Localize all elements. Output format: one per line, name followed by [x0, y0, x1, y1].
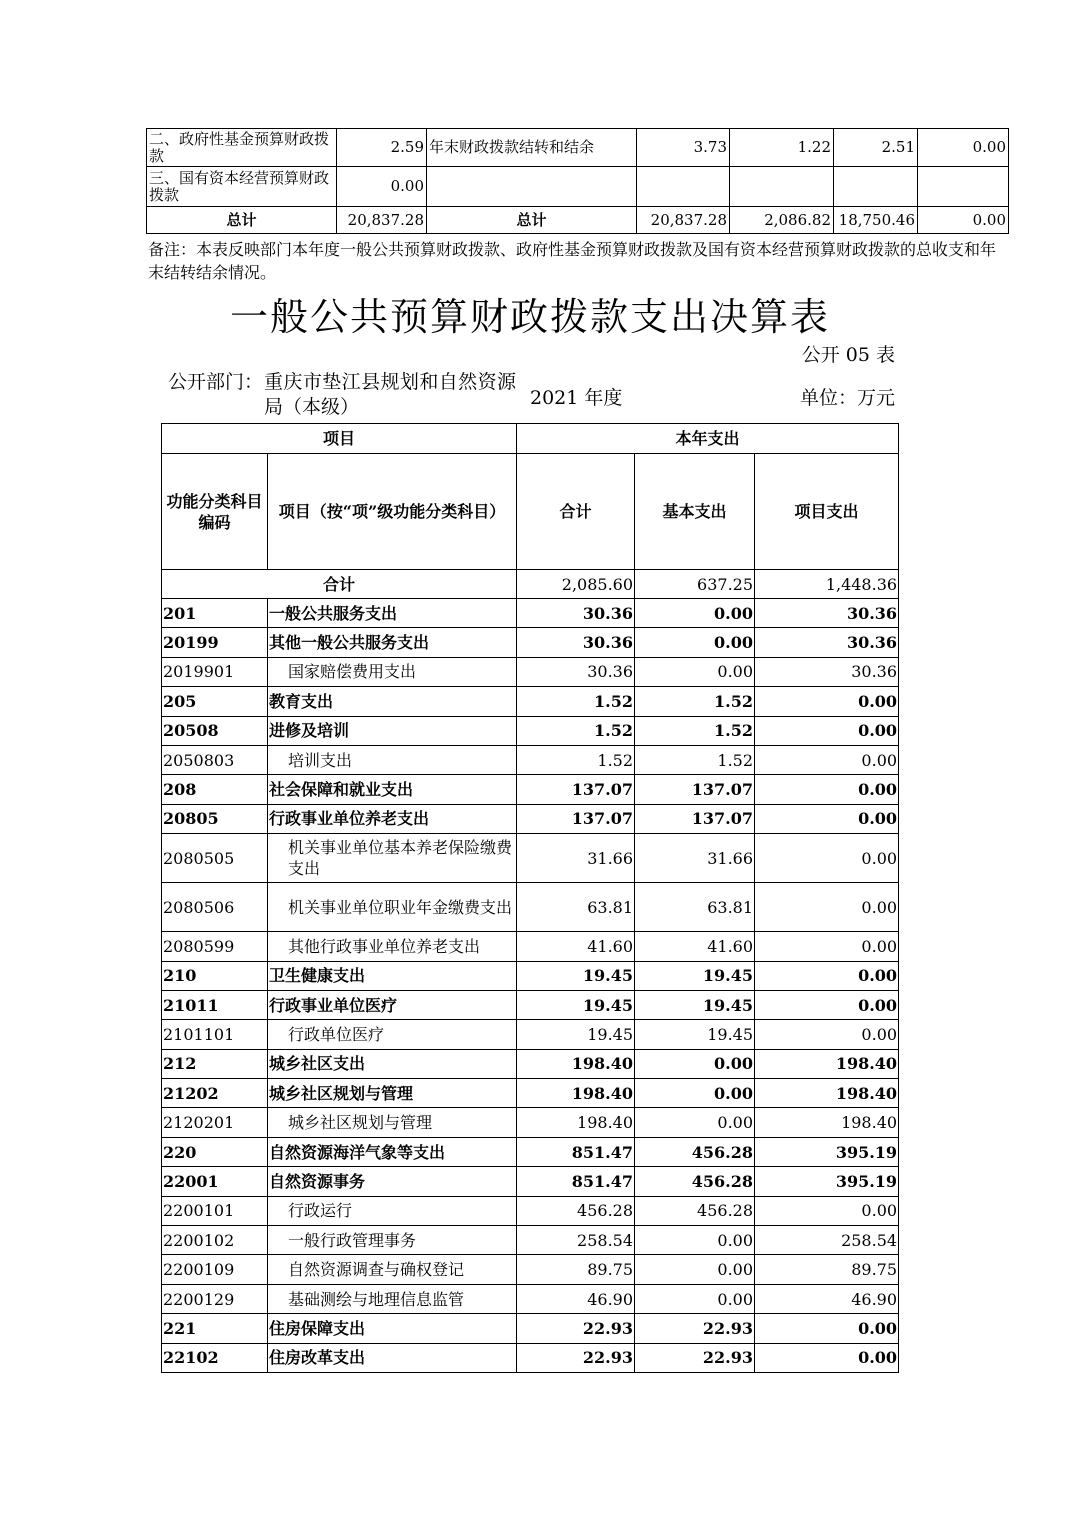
table-row [147, 129, 1009, 167]
category-name: 机关事业单位基本养老保险缴费支出 [268, 834, 517, 883]
amount-basic: 1.52 [635, 716, 755, 745]
income-expense-summary-table [146, 128, 1009, 234]
value-cell: 0.00 [918, 129, 1009, 167]
category-name: 住房改革支出 [268, 1343, 517, 1372]
category-name: 国家赔偿费用支出 [268, 657, 517, 686]
expenditure-table [161, 423, 899, 1373]
amount-basic: 0.00 [635, 1284, 755, 1313]
unit-label: 单位：万元 [799, 387, 895, 409]
category-name: 行政事业单位养老支出 [268, 804, 517, 833]
category-name: 其他一般公共服务支出 [268, 628, 517, 657]
amount-project: 0.00 [755, 1343, 899, 1372]
amount-total: 198.40 [517, 1079, 635, 1108]
table-row [162, 804, 899, 833]
table-row [162, 1226, 899, 1255]
total-row [147, 207, 1009, 234]
table-row [162, 687, 899, 716]
amount-basic: 0.00 [635, 1079, 755, 1108]
total-label: 总计 [147, 207, 337, 234]
table-row [162, 961, 899, 990]
amount-basic: 63.81 [635, 883, 755, 932]
value-cell: 2.51 [834, 129, 918, 167]
category-code: 21011 [162, 990, 268, 1019]
value-cell: 0.00 [918, 207, 1009, 234]
header-row [162, 424, 899, 454]
header-current-year: 本年支出 [517, 424, 899, 454]
amount-basic: 1.52 [635, 687, 755, 716]
amount-total: 30.36 [517, 628, 635, 657]
amount-basic: 0.00 [635, 599, 755, 628]
amount-project: 0.00 [755, 1020, 899, 1049]
category-name: 进修及培训 [268, 716, 517, 745]
amount-total: 31.66 [517, 834, 635, 883]
category-code: 22001 [162, 1167, 268, 1196]
category-code: 210 [162, 961, 268, 990]
amount-basic: 0.00 [635, 657, 755, 686]
table-row [162, 883, 899, 932]
amount-project: 30.36 [755, 599, 899, 628]
amount-basic: 1.52 [635, 745, 755, 774]
amount-project: 0.00 [755, 775, 899, 804]
category-code: 212 [162, 1049, 268, 1078]
amount-project: 198.40 [755, 1108, 899, 1137]
category-name: 培训支出 [268, 745, 517, 774]
amount-basic: 456.28 [635, 1196, 755, 1225]
amount-total: 1.52 [517, 687, 635, 716]
table-row [162, 775, 899, 804]
table-row [162, 628, 899, 657]
amount-basic: 19.45 [635, 1020, 755, 1049]
category-code: 205 [162, 687, 268, 716]
page-title: 一般公共预算财政拨款支出决算表 [229, 295, 830, 339]
amount-project: 0.00 [755, 883, 899, 932]
amount-basic: 19.45 [635, 990, 755, 1019]
amount-basic: 0.00 [635, 1255, 755, 1284]
table-row [162, 657, 899, 686]
amount-project: 395.19 [755, 1137, 899, 1166]
table-row [162, 1079, 899, 1108]
income-item: 三、国有资本经营预算财政拨款 [147, 167, 337, 207]
amount-total: 137.07 [517, 775, 635, 804]
category-code: 2120201 [162, 1108, 268, 1137]
category-code: 20199 [162, 628, 268, 657]
value-cell: 3.73 [637, 129, 730, 167]
sum-label: 合计 [162, 570, 517, 599]
value-cell: 20,837.28 [637, 207, 730, 234]
amount-basic: 19.45 [635, 961, 755, 990]
table-row [162, 716, 899, 745]
amount-total: 137.07 [517, 804, 635, 833]
category-name: 社会保障和就业支出 [268, 775, 517, 804]
category-name: 一般公共服务支出 [268, 599, 517, 628]
category-name: 机关事业单位职业年金缴费支出 [268, 883, 517, 932]
amount-total: 198.40 [517, 1049, 635, 1078]
header-project: 项目支出 [755, 454, 899, 570]
table-row [162, 1314, 899, 1343]
amount-project: 89.75 [755, 1255, 899, 1284]
table-row [162, 834, 899, 883]
expense-item: 年末财政拨款结转和结余 [427, 129, 637, 167]
amount-total: 46.90 [517, 1284, 635, 1313]
value-cell [834, 167, 918, 207]
sum-row [162, 570, 899, 599]
category-code: 20508 [162, 716, 268, 745]
amount-total: 30.36 [517, 599, 635, 628]
amount-project: 30.36 [755, 628, 899, 657]
amount-basic: 456.28 [635, 1137, 755, 1166]
amount-total: 19.45 [517, 961, 635, 990]
category-name: 住房保障支出 [268, 1314, 517, 1343]
category-name: 城乡社区规划与管理 [268, 1079, 517, 1108]
amount-project: 0.00 [755, 687, 899, 716]
amount-basic: 22.93 [635, 1314, 755, 1343]
category-code: 2019901 [162, 657, 268, 686]
amount-total: 22.93 [517, 1343, 635, 1372]
category-name: 自然资源海洋气象等支出 [268, 1137, 517, 1166]
table-row [147, 167, 1009, 207]
amount-project: 0.00 [755, 804, 899, 833]
category-code: 2200102 [162, 1226, 268, 1255]
total-label: 总计 [427, 207, 637, 234]
category-code: 2200109 [162, 1255, 268, 1284]
category-code: 2080505 [162, 834, 268, 883]
table-row [162, 1284, 899, 1313]
header-total: 合计 [517, 454, 635, 570]
category-name: 教育支出 [268, 687, 517, 716]
amount-total: 19.45 [517, 1020, 635, 1049]
amount-total: 198.40 [517, 1108, 635, 1137]
category-code: 22102 [162, 1343, 268, 1372]
header-name: 项目（按“项”级功能分类科目） [268, 454, 517, 570]
table-row [162, 1196, 899, 1225]
value-cell: 18,750.46 [834, 207, 918, 234]
table-row [162, 990, 899, 1019]
category-code: 221 [162, 1314, 268, 1343]
table-row [162, 1049, 899, 1078]
table-note: 备注：本表反映部门本年度一般公共预算财政拨款、政府性基金预算财政拨款及国有资本经营预算财政拨款的总收支和年末结转结余情况。 [148, 240, 997, 282]
income-amount: 2.59 [337, 129, 427, 167]
header-code: 功能分类科目编码 [162, 454, 268, 570]
header-basic: 基本支出 [635, 454, 755, 570]
amount-total: 41.60 [517, 932, 635, 961]
category-code: 208 [162, 775, 268, 804]
sum-basic: 637.25 [635, 570, 755, 599]
amount-project: 46.90 [755, 1284, 899, 1313]
table-row [162, 1108, 899, 1137]
value-cell [637, 167, 730, 207]
income-amount: 0.00 [337, 167, 427, 207]
amount-total: 19.45 [517, 990, 635, 1019]
table-row [162, 599, 899, 628]
amount-project: 0.00 [755, 834, 899, 883]
amount-project: 0.00 [755, 1314, 899, 1343]
amount-project: 0.00 [755, 716, 899, 745]
amount-basic: 456.28 [635, 1167, 755, 1196]
amount-project: 198.40 [755, 1079, 899, 1108]
category-code: 2050803 [162, 745, 268, 774]
table-row [162, 1167, 899, 1196]
amount-total: 1.52 [517, 716, 635, 745]
amount-total: 456.28 [517, 1196, 635, 1225]
amount-basic: 41.60 [635, 932, 755, 961]
table-number: 公开 05 表 [801, 344, 895, 366]
amount-total: 1.52 [517, 745, 635, 774]
amount-project: 0.00 [755, 745, 899, 774]
amount-basic: 0.00 [635, 1226, 755, 1255]
value-cell: 1.22 [730, 129, 834, 167]
amount-project: 0.00 [755, 990, 899, 1019]
amount-project: 0.00 [755, 1196, 899, 1225]
category-code: 20805 [162, 804, 268, 833]
fiscal-year: 2021 年度 [530, 387, 623, 409]
amount-project: 395.19 [755, 1167, 899, 1196]
income-item: 二、政府性基金预算财政拨款 [147, 129, 337, 167]
table-row [162, 1343, 899, 1372]
category-name: 自然资源调查与确权登记 [268, 1255, 517, 1284]
category-name: 城乡社区规划与管理 [268, 1108, 517, 1137]
amount-total: 851.47 [517, 1137, 635, 1166]
amount-project: 258.54 [755, 1226, 899, 1255]
total-amount: 20,837.28 [337, 207, 427, 234]
amount-total: 30.36 [517, 657, 635, 686]
table-row [162, 932, 899, 961]
category-code: 2200101 [162, 1196, 268, 1225]
sum-project: 1,448.36 [755, 570, 899, 599]
category-name: 其他行政事业单位养老支出 [268, 932, 517, 961]
category-code: 2200129 [162, 1284, 268, 1313]
table-row [162, 1255, 899, 1284]
expense-item [427, 167, 637, 207]
category-name: 卫生健康支出 [268, 961, 517, 990]
table-row [162, 745, 899, 774]
amount-basic: 137.07 [635, 804, 755, 833]
amount-project: 198.40 [755, 1049, 899, 1078]
amount-project: 0.00 [755, 961, 899, 990]
table-row [162, 1137, 899, 1166]
amount-basic: 22.93 [635, 1343, 755, 1372]
amount-basic: 0.00 [635, 1108, 755, 1137]
amount-total: 851.47 [517, 1167, 635, 1196]
category-code: 220 [162, 1137, 268, 1166]
category-code: 2080506 [162, 883, 268, 932]
value-cell [730, 167, 834, 207]
amount-project: 30.36 [755, 657, 899, 686]
category-name: 基础测绘与地理信息监管 [268, 1284, 517, 1313]
table-row [162, 1020, 899, 1049]
category-code: 201 [162, 599, 268, 628]
category-name: 一般行政管理事务 [268, 1226, 517, 1255]
value-cell [918, 167, 1009, 207]
category-name: 自然资源事务 [268, 1167, 517, 1196]
category-code: 2101101 [162, 1020, 268, 1049]
amount-basic: 0.00 [635, 628, 755, 657]
amount-project: 0.00 [755, 932, 899, 961]
amount-basic: 31.66 [635, 834, 755, 883]
amount-basic: 0.00 [635, 1049, 755, 1078]
amount-total: 22.93 [517, 1314, 635, 1343]
amount-total: 63.81 [517, 883, 635, 932]
category-name: 行政运行 [268, 1196, 517, 1225]
value-cell: 2,086.82 [730, 207, 834, 234]
header-item: 项目 [162, 424, 517, 454]
department-label: 公开部门： [168, 371, 264, 393]
category-name: 行政单位医疗 [268, 1020, 517, 1049]
amount-total: 89.75 [517, 1255, 635, 1284]
amount-basic: 137.07 [635, 775, 755, 804]
sum-total: 2,085.60 [517, 570, 635, 599]
department-name: 重庆市垫江县规划和自然资源局（本级） [264, 371, 516, 418]
category-name: 城乡社区支出 [268, 1049, 517, 1078]
amount-total: 258.54 [517, 1226, 635, 1255]
expenditure-rows [162, 599, 899, 1373]
category-name: 行政事业单位医疗 [268, 990, 517, 1019]
category-code: 21202 [162, 1079, 268, 1108]
header-row [162, 454, 899, 570]
category-code: 2080599 [162, 932, 268, 961]
